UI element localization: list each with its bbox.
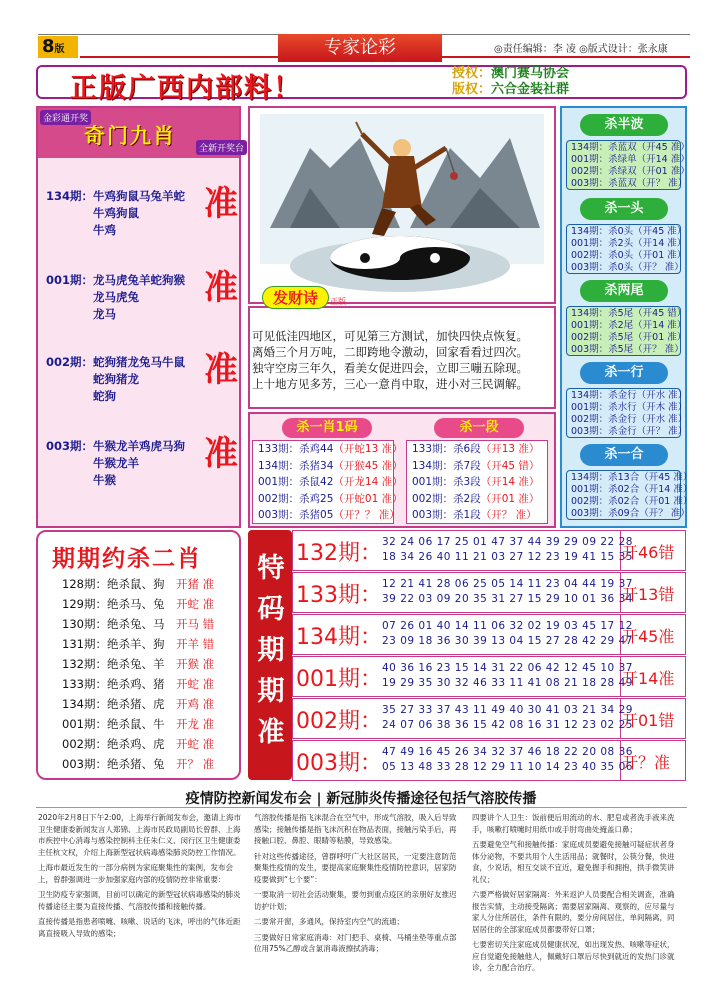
kill-one-element-list: 134期：杀金行（开水 准） 001期：杀水行（开木 准） 002期：杀金行（开水 准） 003期：杀金行（开？ 准） — [566, 388, 681, 438]
qimen-entry: 002期：蛇狗猪龙兔马牛鼠 蛇狗猪龙 蛇狗 — [46, 355, 186, 403]
kill-one-head-list: 134期：杀0头（开45 准） 001期：杀2头（开14 准） 002期：杀0头（开01 准） 003期：杀0头（开？ 准） — [566, 224, 681, 274]
poem-line: 可见低洼四地区，可见第三方测试，加快四快点恢复。 — [252, 329, 528, 343]
period-label: 002期： — [296, 709, 382, 734]
qimen-entry: 003期：牛猴龙羊鸡虎马狗 牛猴龙羊 牛猴 — [46, 439, 186, 487]
zhun-mark: 准 — [204, 350, 238, 390]
kill-row: 132期：绝杀兔、羊 开猴 准 — [62, 657, 215, 671]
period-result: 开14准 — [622, 669, 675, 688]
kill-row: 002期：绝杀鸡、虎 开蛇 准 — [62, 737, 215, 751]
kill-row: 003期：绝杀猪、兔 开？ 准 — [62, 757, 215, 771]
page-number: 8版 — [38, 36, 78, 58]
editor-credits: ◎责任编辑：李 凌 ◎版式设计：张永康 — [494, 44, 668, 55]
zhun-mark: 准 — [204, 268, 238, 308]
kill-one-head-title: 杀一头 — [580, 198, 668, 220]
kill-one-code-list: 133期：杀鸡44（开蛇13 准） 134期：杀猪34（开猴45 准） 001期：杀鼠42（开龙14 准） 002期：杀鸡25（开蛇01 准） 003期：杀猪05（开？？ 准） — [252, 440, 394, 524]
kill-one-sum-list: 134期：杀13合（开45 准） 001期：杀02合（开14 准） 002期：杀02合（开01 准） 003期：杀09合（开？ 准） — [566, 470, 681, 520]
zhun-mark: 准 — [204, 434, 238, 474]
illustration-frame — [248, 106, 556, 304]
special-code-label: 特 码 期 期 准 — [257, 553, 285, 748]
period-result: 开46错 — [622, 543, 675, 562]
period-label: 133期： — [296, 583, 382, 608]
code-numbers: 12 21 41 28 06 25 05 14 11 23 04 44 19 37 39 22 03 09 20 35 31 27 15 29 10 01 36 34 — [382, 578, 633, 605]
news-rule — [36, 807, 687, 808]
banner-authorization: 授权：澳门赛马协会 版权：六合金装社群 — [452, 66, 570, 97]
period-result: 开45准 — [622, 627, 675, 646]
poem-tag: 正版 — [330, 297, 346, 306]
section-title: 专家论彩 — [278, 34, 442, 62]
kill-two-tail-title: 杀两尾 — [580, 280, 668, 302]
code-numbers: 32 24 06 17 25 01 47 37 44 39 29 09 22 28 18 34 26 40 11 21 03 27 12 23 19 41 15 35 — [382, 536, 633, 563]
kill-two-tail-list: 134期：杀5尾（开45 错） 001期：杀2尾（开14 准） 002期：杀5尾（开01 准） 003期：杀5尾（开？ 准） — [566, 306, 681, 356]
kill-row: 128期：绝杀鼠、狗 开猪 准 — [62, 577, 215, 591]
qimen-title: 奇门九肖 — [84, 124, 176, 148]
banner-headline: 正版广西内部料！ — [70, 73, 302, 104]
kill-half-wave-list: 134期：杀蓝双（开45 准） 001期：杀绿单（开14 准） 002期：杀绿双（开01 准） 003期：杀蓝双（开？ 准） — [566, 140, 681, 190]
qimen-tag-right: 全新开奖台 — [196, 140, 247, 155]
kill-row: 133期：绝杀鸡、猪 开蛇 准 — [62, 677, 215, 691]
code-numbers: 40 36 16 23 15 14 31 22 06 42 12 45 10 37 19 29 35 30 32 46 33 11 41 08 21 18 28 49 — [382, 662, 633, 689]
kill-row: 130期：绝杀兔、马 开马 错 — [62, 617, 215, 631]
poem-title: 发财诗 — [262, 286, 329, 309]
period-label: 134期： — [296, 625, 382, 650]
kill-one-element-title: 杀一行 — [580, 362, 668, 384]
kill-one-segment-list: 133期：杀6段（开13 准） 134期：杀7段（开45 错） 001期：杀3段（开14 准） 002期：杀2段（开01 准） 003期：杀1段（开？ 准） — [406, 440, 548, 524]
news-column-3: 四要讲个人卫生：饭前便后用流动的水、肥皂或者洗手液来洗手，咳嗽打喷嚏时用纸巾或手肘弯曲处掩盖口鼻； 五要避免空气和接触传播：家庭成员要避免接触可疑症状者身体分泌物，不要共用个人生活用品；就餐时，公筷分餐，快进食，少说话，相互交谈不宜近，避免握手和拥抱，拱手微笑讲礼仪； 六要严格做好居家隔离：外来返沪人员要配合相关调查，准确报告实情，主动接受隔离；需要居家隔离、观察的，应尽量与家人分住所居住，条件有限的，要分房间居住，单间隔离，同居居住的全部家庭成员都要带好口罩； 七要密切关注家庭成员健康状况，如出现发热、咳嗽等症状，应自觉避免接触他人，佩戴好口罩后尽快到就近的发热门诊就诊，全力配合治疗。 — [472, 813, 675, 972]
news-column-2: 气溶胶传播是指飞沫混合在空气中，形成气溶胶，吸入后导致感染；接触传播是指飞沫沉积在物品表面，接触污染手后，再接触口腔、鼻腔、眼睛等粘膜，导致感染。 针对这些传播途径，曾群呼吁广大社区居民，一定要注意防范聚集性疫情的发生，要提高家庭聚集性疫情防控意识，居家防疫要做到“七个要”： 一要取消一切社会活动聚集，要勿到重点疫区的亲朋好友推迟访护计划； 二要常开窗，多通风，保持室内空气的流通； 三要做好日常家庭消毒：对门把手、桌椅、马桶坐垫等重点部位用75%乙醇或含氯消毒液擦拭消毒； — [254, 813, 457, 953]
period-result: 开01错 — [622, 711, 675, 730]
code-numbers: 47 49 16 45 26 34 32 37 46 18 22 20 08 36 05 13 48 33 28 12 29 11 10 14 23 40 35 06 — [382, 746, 633, 773]
code-numbers: 07 26 01 40 14 11 06 32 02 19 03 45 17 12 23 09 18 36 30 39 13 04 15 27 28 42 29 47 — [382, 620, 633, 647]
kill-row: 131期：绝杀羊、狗 开羊 错 — [62, 637, 215, 651]
poem-line: 上十地方见多芳，三心一意肖中取，进小对三民调解。 — [252, 377, 528, 391]
qimen-entry: 001期：龙马虎兔羊蛇狗猴 龙马虎兔 龙马 — [46, 273, 186, 321]
taoist-master-illustration — [250, 108, 554, 302]
code-numbers: 35 27 33 37 43 11 49 40 30 41 03 21 34 29 24 07 06 38 36 15 42 08 16 31 12 23 02 25 — [382, 704, 633, 731]
period-label: 001期： — [296, 667, 382, 692]
period-result: 开13错 — [622, 585, 675, 604]
qimen-entry: 134期：牛鸡狗鼠马兔羊蛇 牛鸡狗鼠 牛鸡 — [46, 189, 186, 237]
auth-label: 授权： — [452, 66, 492, 81]
kill-row: 129期：绝杀马、兔 开蛇 准 — [62, 597, 215, 611]
kill-one-segment-title: 杀一段 — [434, 418, 524, 438]
period-label: 132期： — [296, 541, 382, 566]
every-period-kill-title: 期期约杀二肖 — [52, 546, 202, 572]
kill-one-sum-title: 杀一合 — [580, 444, 668, 466]
period-label: 003期： — [296, 751, 382, 776]
poem-line: 独守空房三年久，看美女促进四会，立即三嘣五除现。 — [252, 361, 528, 375]
news-headline: 疫情防控新闻发布会 | 新冠肺炎传播途径包括气溶胶传播 — [185, 791, 537, 807]
qimen-tag-left: 金彩通开奖 — [40, 110, 91, 125]
kill-one-code-title: 杀一肖1码 — [282, 418, 372, 438]
kill-half-wave-title: 杀半波 — [580, 114, 668, 136]
news-column-1: 2020年2月8日下午2:00，上海举行新闻发布会，邀请上海市卫生健康委新闻发言人郑锦、上海市民政局副局长曾群、上海市疾控中心消毒与感染控制科主任朱仁义、闵行区卫生健康委主任杭文权，介绍上海新型冠状病毒感染肺炎防控工作情况。 上海市最近发生的一部分病例为家庭聚集性的案例，发布会上，曾群强调进一步加强家庭内部的疫情防控非常重要： 卫生防疫专家强调，目前可以确定的新型冠状病毒感染的肺炎传播途径主要为直接传播、气溶胶传播和接触传播。 直接传播是指患者喷嚏、咳嗽、说话的飞沫，呼出的气体近距离直接吸入导致的感染； — [38, 813, 241, 938]
zhun-mark: 准 — [204, 184, 238, 224]
period-result: 开？准 — [622, 753, 671, 772]
copyright-label: 版权： — [452, 82, 492, 97]
kill-row: 001期：绝杀鼠、牛 开龙 准 — [62, 717, 215, 731]
kill-row: 134期：绝杀猪、虎 开鸡 准 — [62, 697, 215, 711]
poem-line: 离婚三个月万吨，二即跨地令激动，回家看看过四次。 — [252, 345, 528, 359]
